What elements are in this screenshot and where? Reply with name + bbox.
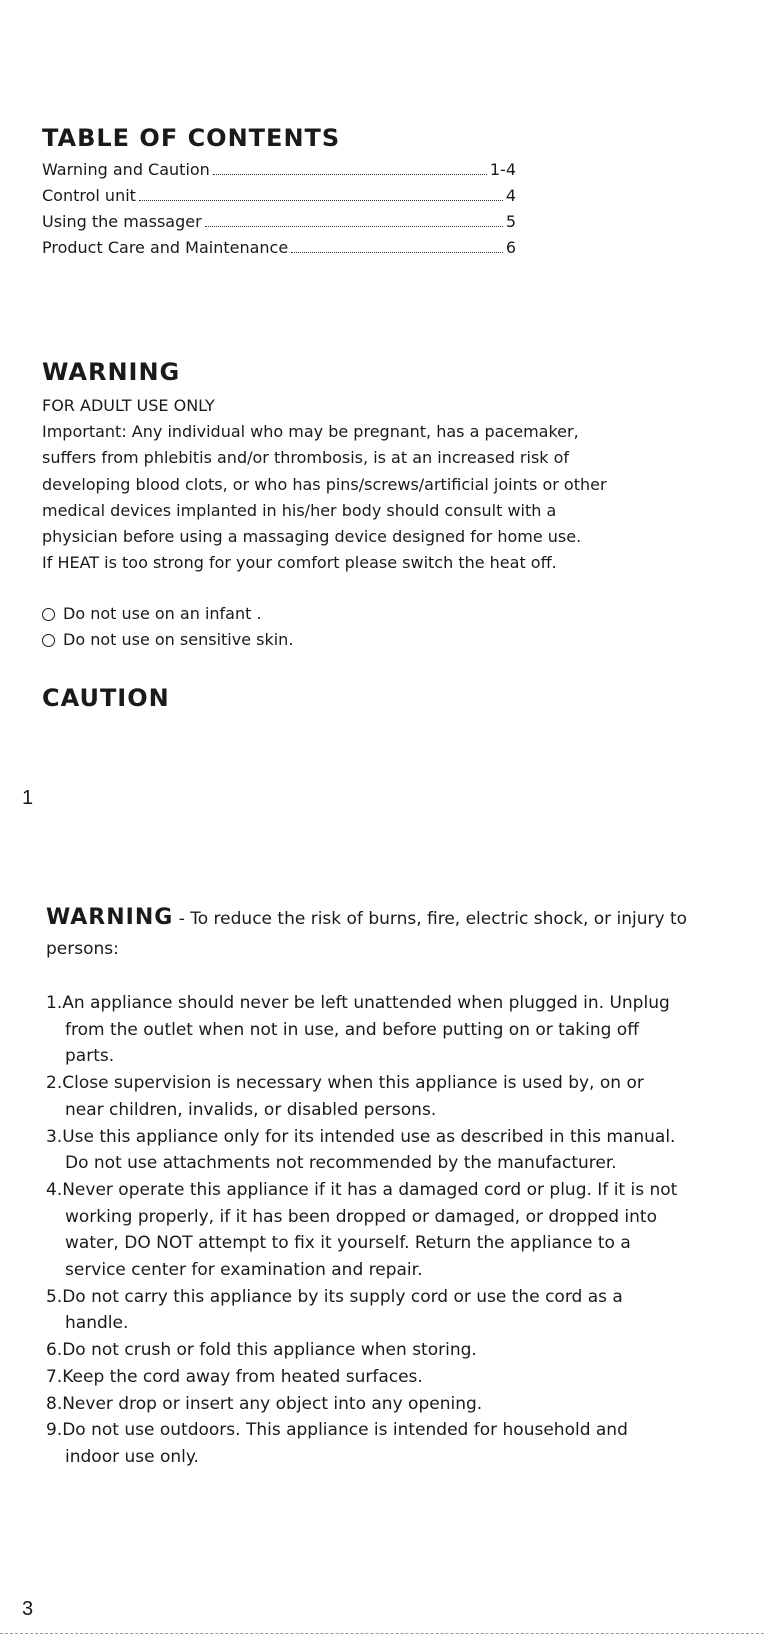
warning-heading: WARNING	[42, 358, 181, 386]
toc-entry[interactable]	[42, 157, 516, 183]
list-item-line: near children, invalids, or disabled persons.	[65, 1099, 437, 1120]
warning-intro	[46, 903, 687, 964]
list-item	[46, 1284, 677, 1337]
list-item-line: 3.Use this appliance only for its intended use as described in this manual.	[46, 1126, 676, 1147]
toc-entry-label: Using the massager	[42, 212, 202, 231]
list-item-line: 5.Do not carry this appliance by its supply cord or use the cord as a	[46, 1286, 623, 1307]
circle-bullet-icon	[42, 634, 55, 647]
warning-bullet-text: Do not use on an infant .	[63, 604, 262, 623]
toc-heading: TABLE OF CONTENTS	[42, 124, 341, 152]
warning-line: suffers from phlebitis and/or thrombosis, is at an increased risk of	[42, 448, 570, 468]
list-item-line: from the outlet when not in use, and before putting on or taking off	[65, 1019, 639, 1040]
list-item	[46, 1417, 677, 1470]
toc-leader-dots	[205, 225, 503, 227]
list-item-line: service center for examination and repair.	[65, 1260, 423, 1281]
list-item	[46, 1364, 677, 1391]
list-item	[46, 1070, 677, 1123]
list-item-line: handle.	[65, 1313, 129, 1334]
toc-entry-label: Product Care and Maintenance	[42, 238, 289, 257]
list-item	[46, 1124, 677, 1177]
toc-entry-page: 5	[505, 212, 516, 231]
list-item-line: Do not use attachments not recommended by the manufacturer.	[65, 1153, 617, 1174]
warning-bullet-text: Do not use on sensitive skin.	[63, 630, 294, 649]
list-item-line: 6.Do not crush or fold this appliance when storing.	[46, 1340, 477, 1361]
toc-entry-label: Warning and Caution	[42, 160, 210, 179]
warning-text	[42, 393, 607, 576]
warning-line: developing blood clots, or who has pins/screws/artificial joints or other	[42, 474, 607, 494]
safety-instructions-list	[46, 990, 677, 1471]
warning-line: medical devices implanted in his/her body should consult with a	[42, 500, 557, 520]
page-bottom-dashed-divider	[0, 1633, 764, 1634]
warning-line: FOR ADULT USE ONLY	[42, 396, 215, 415]
warning-line: physician before using a massaging device designed for home use.	[42, 527, 582, 547]
list-item-line: 4.Never operate this appliance if it has a damaged cord or plug. If it is not	[46, 1179, 678, 1200]
warning-line: If HEAT is too strong for your comfort please switch the heat off.	[42, 553, 557, 573]
toc-entry-page: 1-4	[489, 160, 516, 179]
toc-entry-page: 6	[505, 238, 516, 257]
toc-entry[interactable]	[42, 183, 516, 209]
list-item-line: working properly, if it has been dropped or damaged, or dropped into	[65, 1206, 657, 1227]
toc-leader-dots	[139, 199, 503, 201]
toc-leader-dots	[213, 173, 487, 175]
toc-entry-page: 4	[505, 186, 516, 205]
list-item-line: 2.Close supervision is necessary when this appliance is used by, on or	[46, 1073, 644, 1094]
warning2-heading: WARNING	[46, 905, 174, 930]
warning-bullet	[42, 627, 293, 653]
list-item-line: 8.Never drop or insert any object into any opening.	[46, 1393, 483, 1414]
toc-leader-dots	[291, 251, 503, 253]
list-item	[46, 1391, 677, 1418]
list-item-line: water, DO NOT attempt to fix it yourself. Return the appliance to a	[65, 1233, 631, 1254]
toc-entry[interactable]	[42, 235, 516, 261]
warning2-intro-line2: persons:	[46, 939, 119, 959]
toc-entry-label: Control unit	[42, 186, 136, 205]
circle-bullet-icon	[42, 608, 55, 621]
toc-entry[interactable]	[42, 209, 516, 235]
caution-heading: CAUTION	[42, 684, 170, 712]
list-item-line: parts.	[65, 1046, 115, 1067]
warning-line: Important: Any individual who may be pregnant, has a pacemaker,	[42, 422, 579, 442]
warning-bullet	[42, 601, 262, 627]
page-number: 1	[22, 787, 34, 809]
list-item	[46, 1337, 677, 1364]
list-item	[46, 990, 677, 1070]
page-number: 3	[22, 1598, 34, 1620]
list-item-line: 7.Keep the cord away from heated surfaces.	[46, 1366, 423, 1387]
list-item	[46, 1177, 677, 1284]
warning2-intro-line1: - To reduce the risk of burns, fire, electric shock, or injury to	[173, 909, 688, 929]
list-item-line: indoor use only.	[65, 1446, 199, 1467]
list-item-line: 1.An appliance should never be left unattended when plugged in. Unplug	[46, 993, 670, 1013]
list-item-line: 9.Do not use outdoors. This appliance is intended for household and	[46, 1420, 628, 1441]
